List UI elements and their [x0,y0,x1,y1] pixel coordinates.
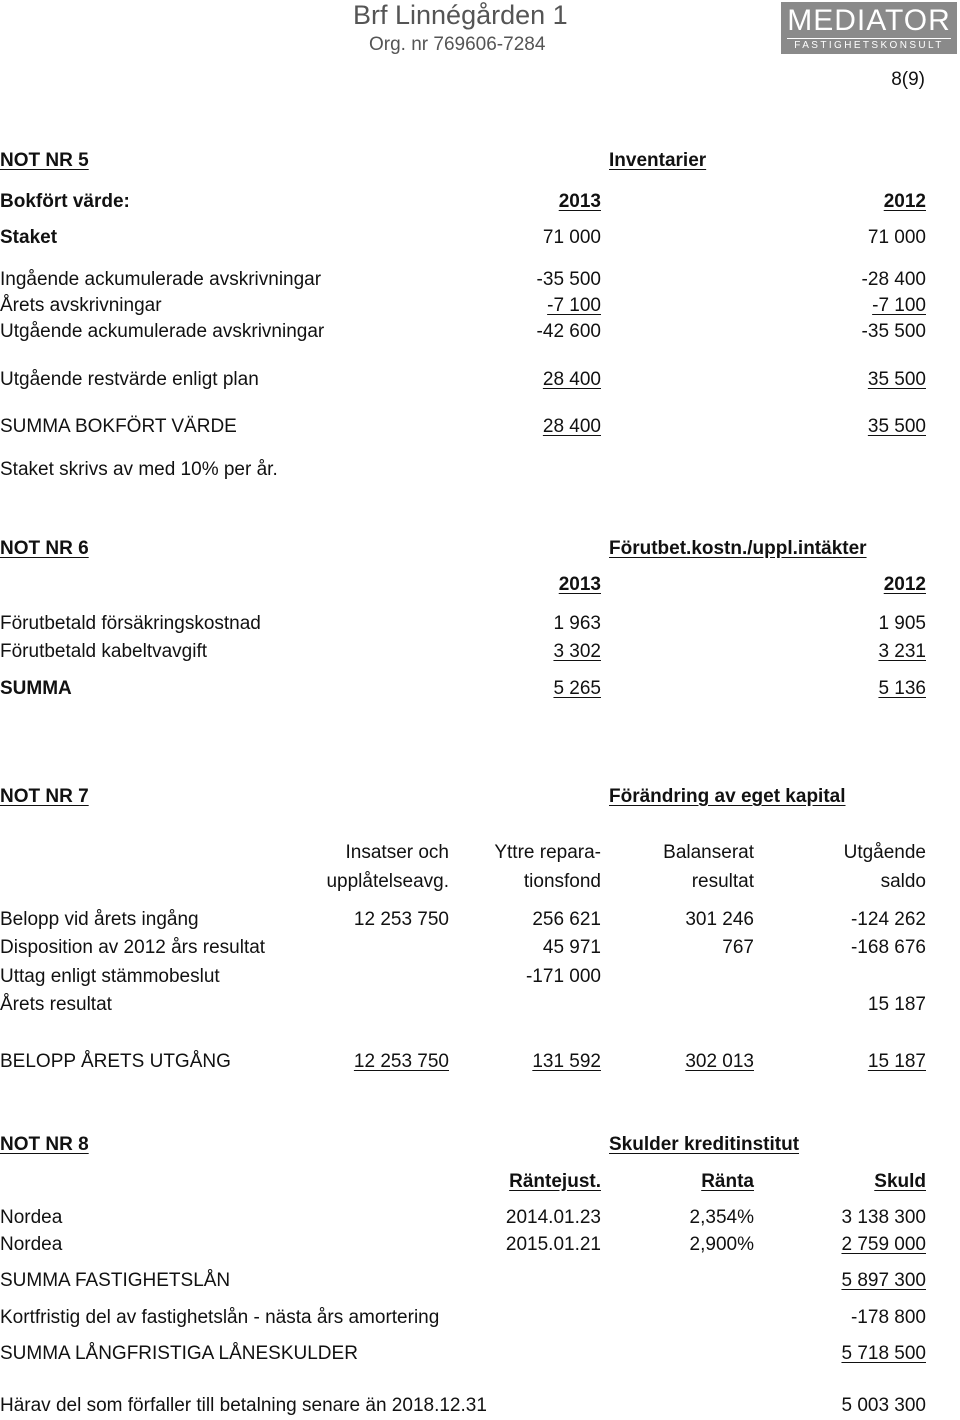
note5-bookvalue-label: Bokfört värde: [0,191,130,212]
note8-title: Skulder kreditinstitut [609,1134,800,1155]
mediator-logo [781,2,957,54]
note8-col-debt: Skuld [874,1171,926,1192]
note7-col-header: Yttre repara- [494,842,601,863]
note5-row-2012: 35 500 [867,369,926,390]
note7-title: Förändring av eget kapital [609,786,846,807]
note6-row-label: Förutbetald försäkringskostnad [0,613,261,634]
note5-row-label: Staket [0,227,58,248]
note8-short-label: Kortfristig del av fastighetslån - nästa års amortering [0,1307,440,1328]
note7-total-label: BELOPP ÅRETS UTGÅNG [0,1051,231,1072]
note7-cell: 767 [722,937,754,958]
logo-text-main: MEDIATOR [787,4,951,37]
note8-row-debt: 3 138 300 [841,1207,926,1228]
note7-total-cell: 302 013 [685,1051,754,1072]
note8-sum-value: 5 897 300 [841,1270,926,1291]
note8-row-label: Nordea [0,1234,63,1255]
note6-sum-label: SUMMA [0,678,72,699]
note5-row-label: Ingående ackumulerade avskrivningar [0,269,322,290]
note5-title: Inventarier [609,150,707,171]
note7-total-cell: 131 592 [532,1051,601,1072]
note6-row-2012: 3 231 [878,641,926,662]
note6-row-2013: 3 302 [553,641,601,662]
note8-long-label: SUMMA LÅNGFRISTIGA LÅNESKULDER [0,1343,358,1364]
note5-row-2012: 35 500 [867,416,926,437]
note5-row-2013: 28 400 [542,369,601,390]
note5-row-2012: -28 400 [861,269,926,290]
note8-row-rate: 2,900% [689,1234,754,1255]
note5-row-2013: 71 000 [542,227,601,248]
company-name: Brf Linnégården 1 [353,0,568,30]
note7-cell: 256 621 [532,909,601,930]
note7-row-label: Uttag enligt stämmobeslut [0,966,220,987]
logo-text-sub: FASTIGHETSKONSULT [787,38,951,52]
note8-short-value: -178 800 [850,1307,926,1328]
note7-cell: 15 187 [867,994,926,1015]
note7-cell: 45 971 [542,937,601,958]
note7-total-cell: 15 187 [867,1051,926,1072]
note5-row-2013: 28 400 [542,416,601,437]
note7-cell: 301 246 [685,909,754,930]
note7-heading: NOT NR 7 [0,786,89,807]
note5-row-label: Utgående ackumulerade avskrivningar [0,321,325,342]
note7-total-cell: 12 253 750 [353,1051,449,1072]
note5-heading: NOT NR 5 [0,150,89,171]
note7-cell: 12 253 750 [353,909,449,930]
note5-row-label: Utgående restvärde enligt plan [0,369,259,390]
note6-heading: NOT NR 6 [0,538,89,559]
page-number: 8(9) [891,69,925,90]
note7-cell: -171 000 [525,966,601,987]
note6-sum-2013: 5 265 [553,678,601,699]
org-number: Org. nr 769606-7284 [369,34,546,55]
note7-cell: -168 676 [850,937,926,958]
note8-due-value: 5 003 300 [841,1395,926,1416]
note5-row-label: SUMMA BOKFÖRT VÄRDE [0,416,237,437]
note6-title: Förutbet.kostn./uppl.intäkter [609,538,867,559]
note7-col-header: Utgående [843,842,926,863]
note8-long-value: 5 718 500 [841,1343,926,1364]
note7-row-label: Belopp vid årets ingång [0,909,199,930]
note7-col-header: Insatser och [345,842,449,863]
note7-row-label: Disposition av 2012 års resultat [0,937,266,958]
note8-sum-label: SUMMA FASTIGHETSLÅN [0,1270,231,1291]
note8-row-adj: 2014.01.23 [505,1207,601,1228]
note7-cell: -124 262 [850,909,926,930]
note6-sum-2012: 5 136 [878,678,926,699]
note5-row-2012: 71 000 [867,227,926,248]
note8-row-adj: 2015.01.21 [505,1234,601,1255]
note5-row-2012: -7 100 [872,295,926,316]
note6-row-2013: 1 963 [553,613,601,634]
note6-col-2013: 2013 [558,574,601,595]
note7-col-header: tionsfond [523,871,601,892]
note5-row-label: Årets avskrivningar [0,295,162,316]
note5-col-2012: 2012 [883,191,926,212]
note8-row-debt: 2 759 000 [841,1234,926,1255]
note5-row-2013: -42 600 [536,321,601,342]
note8-col-rate: Ränta [701,1171,754,1192]
note5-col-2013: 2013 [558,191,601,212]
note6-row-2012: 1 905 [878,613,926,634]
note8-heading: NOT NR 8 [0,1134,89,1155]
note5-row-2013: -7 100 [547,295,601,316]
note7-col-header: resultat [691,871,754,892]
note5-row-2013: -35 500 [536,269,601,290]
note5-footnote: Staket skrivs av med 10% per år. [0,459,278,480]
note8-row-label: Nordea [0,1207,63,1228]
note6-row-label: Förutbetald kabeltvavgift [0,641,208,662]
note8-due-label: Härav del som förfaller till betalning senare än 2018.12.31 [0,1395,487,1416]
note7-col-header: saldo [880,871,926,892]
note8-col-rate-adj: Räntejust. [509,1171,601,1192]
note5-row-2012: -35 500 [861,321,926,342]
note7-col-header: upplåtelseavg. [326,871,449,892]
note6-col-2012: 2012 [883,574,926,595]
note8-row-rate: 2,354% [689,1207,754,1228]
note7-row-label: Årets resultat [0,994,112,1015]
note7-col-header: Balanserat [663,842,754,863]
